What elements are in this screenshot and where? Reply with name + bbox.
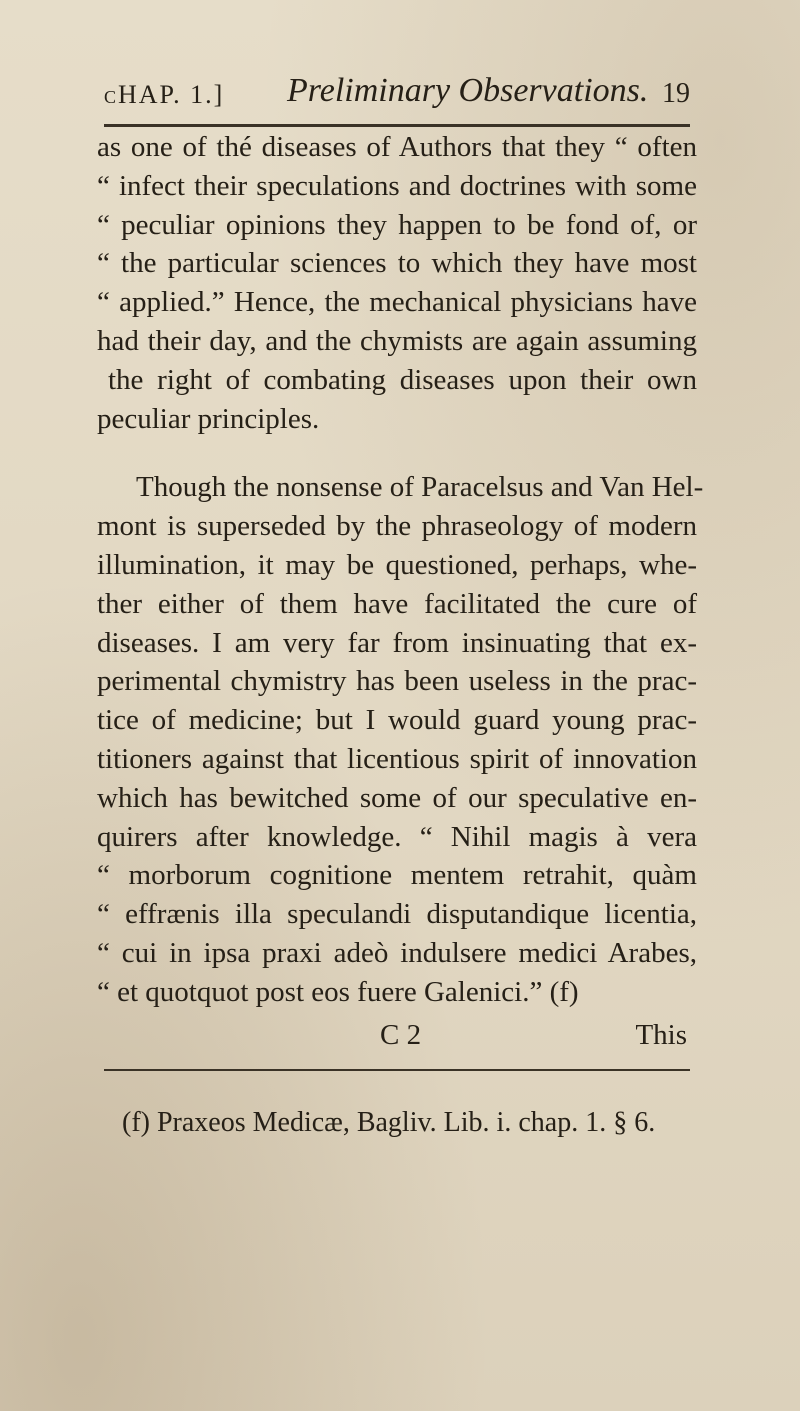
text-line: diseases. I am very far from insinuating that ex- — [97, 626, 697, 659]
footnote: (f) Praxeos Medicæ, Bagliv. Lib. i. chap. 1. § 6. — [122, 1106, 656, 1138]
text-line: which has bewitched some of our speculative en- — [97, 781, 697, 814]
text-line: illumination, it may be questioned, perhaps, whe- — [97, 549, 697, 581]
text-line: the right of combating diseases upon their own — [108, 363, 697, 396]
text-line: “ cui in ipsa praxi adeò indulsere medici Arabes, — [97, 937, 697, 969]
text-line: as one of thé diseases of Authors that they “ often — [97, 131, 697, 163]
text-line: “ et quotquot post eos fuere Galenici.” (f) — [97, 975, 579, 1008]
text-line: “ morborum cognitione mentem retrahit, quàm — [97, 859, 697, 892]
text-line: “ infect their speculations and doctrines with some — [97, 169, 697, 202]
text-line: perimental chymistry has been useless in the prac- — [97, 665, 697, 698]
signature-mark: C 2 — [380, 1018, 422, 1051]
text-line: titioners against that licentious spirit of innovation — [97, 743, 697, 775]
running-head — [104, 72, 690, 116]
text-line: “ the particular sciences to which they have most — [97, 247, 697, 280]
header-rule — [104, 124, 690, 127]
text-line: “ applied.” Hence, the mechanical physicians have — [97, 286, 697, 319]
catchword: This — [635, 1018, 687, 1051]
text-line: tice of medicine; but I would guard young prac- — [97, 704, 697, 737]
footnote-rule — [104, 1069, 690, 1071]
text-line: ther either of them have facilitated the cure of — [97, 587, 697, 620]
page-number: 19 — [662, 78, 690, 109]
text-line: quirers after knowledge. “ Nihil magis à vera — [97, 820, 697, 853]
text-line: had their day, and the chymists are again assuming — [97, 325, 697, 357]
paragraph-first-line: Though the nonsense of Paracelsus and Van Hel- — [136, 471, 704, 504]
page-foot-catch — [97, 1019, 687, 1059]
text-line: mont is superseded by the phraseology of modern — [97, 510, 697, 543]
chapter-reference: cHAP. 1.] — [104, 80, 225, 109]
text-line: peculiar principles. — [97, 402, 320, 435]
text-line: “ effrænis illa speculandi disputandique licentia, — [97, 898, 697, 931]
text-line: “ peculiar opinions they happen to be fond of, or — [97, 208, 697, 241]
running-title: Preliminary Observations. — [287, 72, 649, 109]
